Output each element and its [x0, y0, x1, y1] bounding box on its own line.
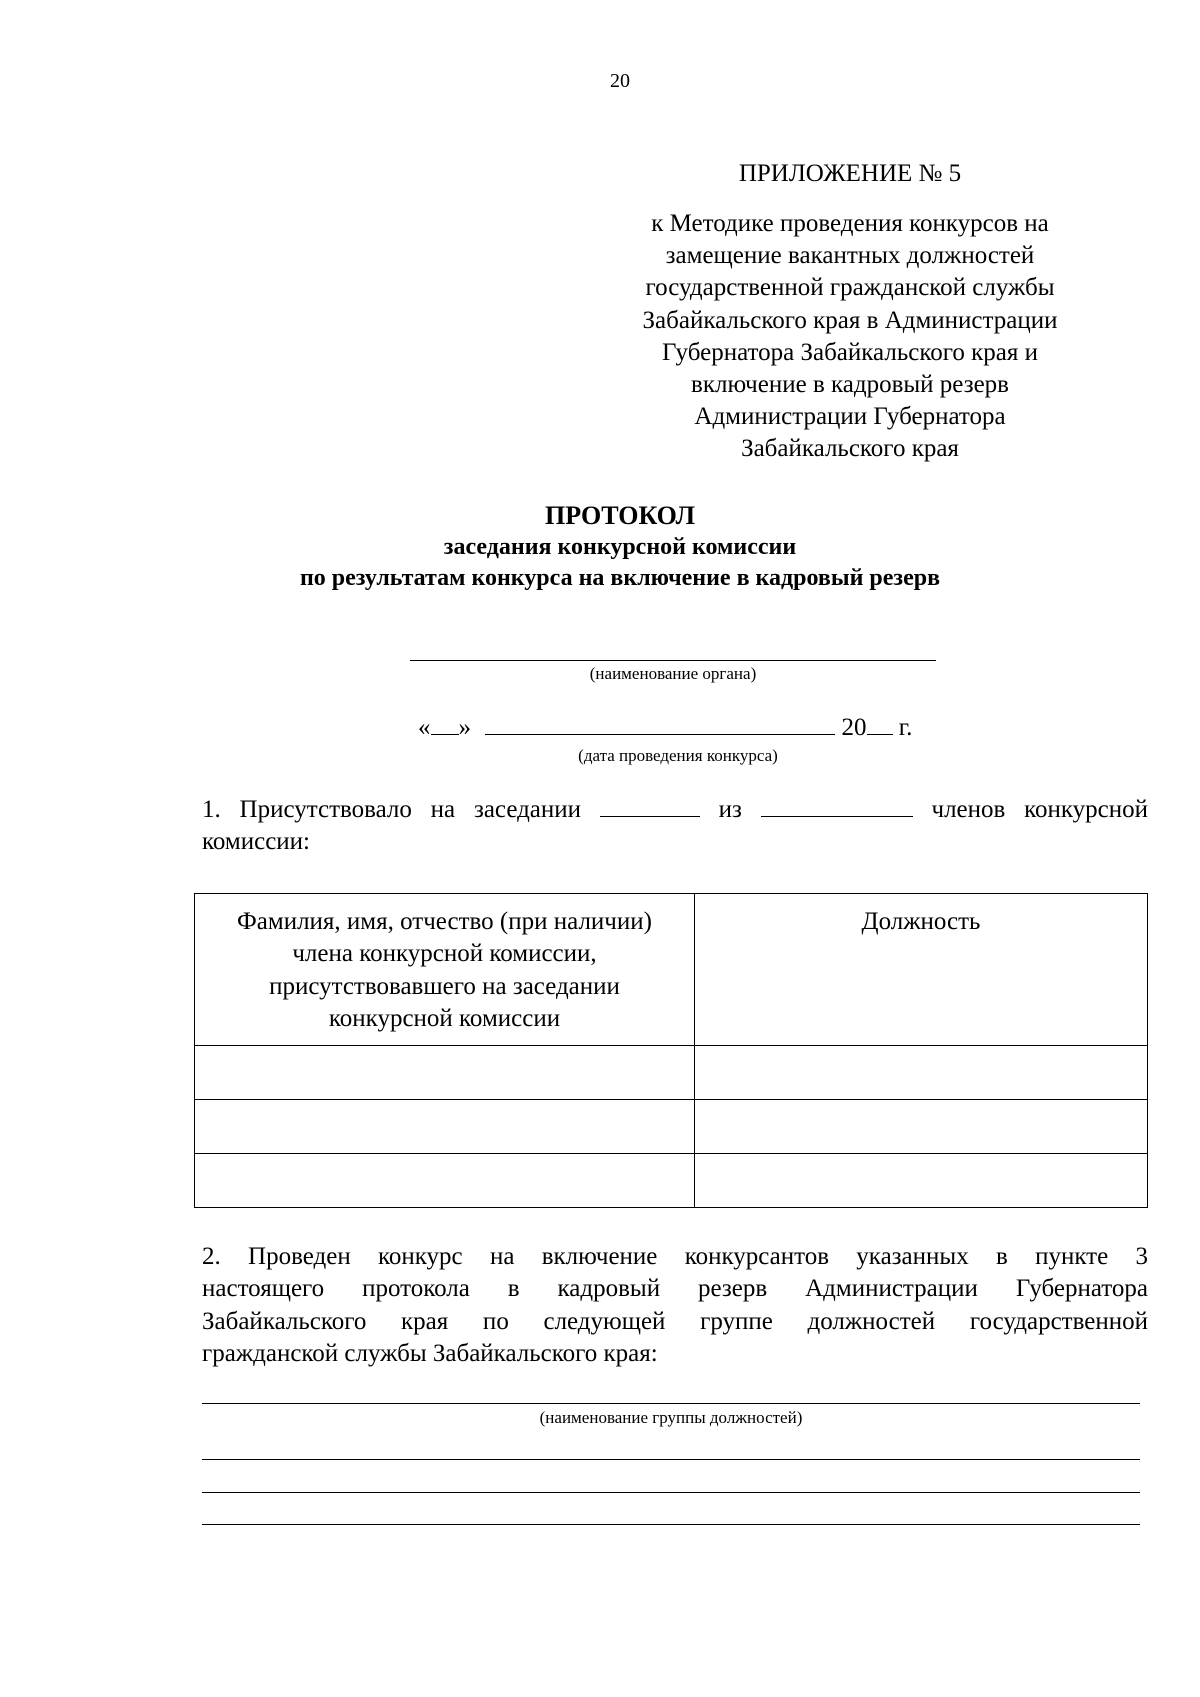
section-2-line: Забайкальского края по следующей группе должностей государственной	[202, 1307, 1148, 1335]
appendix-line: Забайкальского края	[741, 435, 959, 463]
year-blank	[867, 712, 893, 735]
position-cell[interactable]	[695, 1100, 1148, 1154]
appendix-line: государственной гражданской службы	[645, 274, 1055, 302]
section-1	[202, 794, 1148, 859]
fill-line	[202, 1524, 1140, 1525]
table-row	[195, 1154, 1148, 1208]
appendix-line: замещение вакантных должностей	[665, 242, 1035, 270]
section-1-line: комиссии:	[202, 828, 310, 856]
present-count-blank	[600, 794, 700, 817]
header-line: конкурсной комиссии	[328, 1004, 561, 1032]
month-blank	[485, 712, 835, 735]
section-1-text: 1. Присутствовало на заседании	[202, 796, 582, 823]
total-count-blank	[761, 794, 913, 817]
year-suffix: г.	[898, 714, 913, 741]
protocol-subtitle: по результатам конкурса на включение в кадровый резерв	[299, 565, 941, 591]
header-full-name	[195, 894, 695, 1046]
section-1-text: членов конкурсной	[931, 796, 1149, 823]
table-header-row	[195, 894, 1148, 1046]
open-quote: «	[418, 714, 431, 741]
organ-caption: (наименование органа)	[589, 664, 757, 683]
header-line: присутствовавшего на заседании	[269, 972, 620, 1000]
group-name-line	[202, 1403, 1140, 1404]
protocol-heading	[0, 500, 1200, 594]
close-quote: »	[458, 714, 471, 741]
group-caption: (наименование группы должностей)	[539, 1408, 803, 1427]
name-cell[interactable]	[195, 1154, 695, 1208]
appendix-line: включение в кадровый резерв	[691, 371, 1009, 399]
fill-line	[202, 1492, 1140, 1493]
section-2-line: настоящего протокола в кадровый резерв Администрации Губернатора	[202, 1275, 1148, 1303]
header-position	[695, 894, 1148, 1046]
table-row	[195, 1046, 1148, 1100]
appendix-text	[620, 208, 1080, 466]
name-cell[interactable]	[195, 1100, 695, 1154]
header-line: члена конкурсной комиссии,	[292, 940, 597, 968]
members-table	[194, 893, 1148, 1208]
date-caption: (дата проведения конкурса)	[578, 746, 778, 765]
position-cell[interactable]	[695, 1046, 1148, 1100]
organ-name-line	[410, 660, 936, 661]
page-number: 20	[610, 70, 630, 92]
section-2-line: 2. Проведен конкурс на включение конкурсантов указанных в пункте 3	[202, 1243, 1148, 1270]
fill-line	[202, 1459, 1140, 1460]
name-cell[interactable]	[195, 1046, 695, 1100]
section-2	[202, 1241, 1148, 1370]
header-line: Должность	[861, 908, 981, 935]
day-blank	[431, 712, 459, 735]
protocol-title: ПРОТОКОЛ	[545, 501, 695, 530]
table-row	[195, 1100, 1148, 1154]
appendix-line: Администрации Губернатора	[694, 403, 1006, 431]
appendix-line: Губернатора Забайкальского края и	[662, 338, 1038, 366]
appendix-line: Забайкальского края в Администрации	[642, 306, 1058, 334]
appendix-title: ПРИЛОЖЕНИЕ № 5	[738, 160, 962, 187]
date-line	[418, 712, 912, 742]
section-2-line: гражданской службы Забайкальского края:	[202, 1339, 658, 1367]
protocol-subtitle: заседания конкурсной комиссии	[443, 534, 797, 560]
year-prefix: 20	[841, 714, 867, 741]
appendix-line: к Методике проведения конкурсов на	[651, 210, 1049, 237]
section-1-line	[202, 794, 1148, 826]
position-cell[interactable]	[695, 1154, 1148, 1208]
header-line: Фамилия, имя, отчество (при наличии)	[237, 908, 652, 935]
section-1-text: из	[718, 796, 742, 823]
